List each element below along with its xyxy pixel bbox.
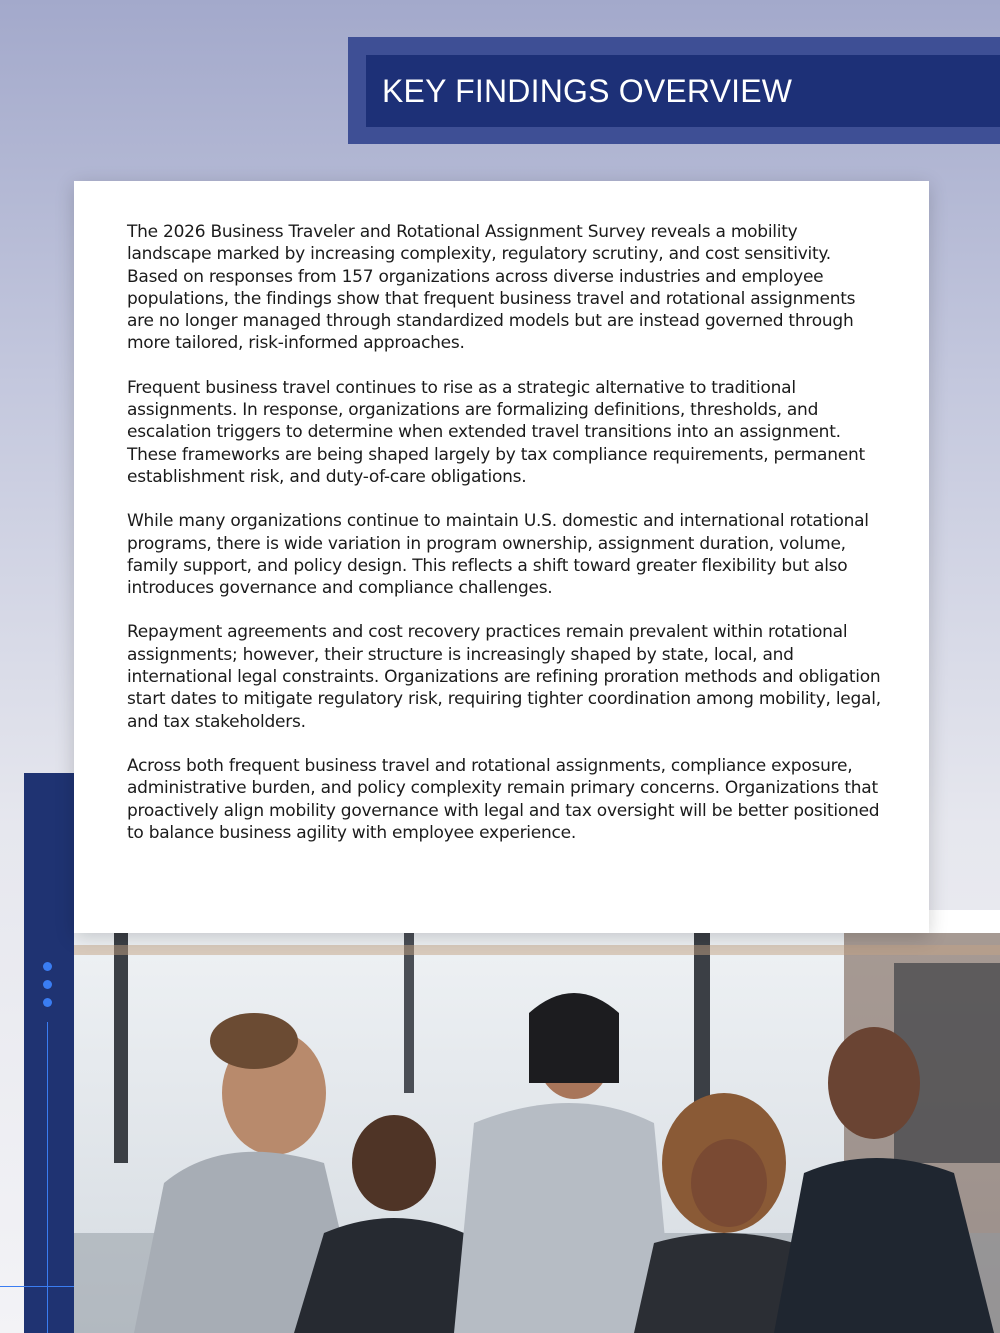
findings-paragraph-1: The 2026 Business Traveler and Rotational Assignment Survey reveals a mobility landscape marked by increasing complexity, regulatory scrutiny, and cost sensitivity. Based on responses from 157 organizations across diverse industries and employee populations, the findings show that frequent business travel and rotational assignments are no longer managed through standardized models but are instead governed through more tailored, risk-informed approaches. bbox=[127, 222, 856, 354]
findings-paragraph-3: While many organizations continue to maintain U.S. domestic and international rotational programs, there is wide variation in program ownership, assignment duration, volume, family support, and policy design. This reflects a shift toward greater flexibility but also introduces governance and compliance challenges. bbox=[127, 511, 869, 599]
team-meeting-photo bbox=[74, 933, 1000, 1333]
findings-paragraph-5: Across both frequent business travel and rotational assignments, compliance exposure, administrative burden, and policy complexity remain primary concerns. Organizations that proactively align mobility governance with legal and tax oversight will be better positioned to balance business agility with employee experience. bbox=[127, 755, 880, 843]
page-title: KEY FINDINGS OVERVIEW bbox=[382, 72, 793, 109]
dot-1 bbox=[43, 962, 52, 971]
findings-paragraph-4: Repayment agreements and cost recovery practices remain prevalent within rotational assignments; however, their structure is increasingly shaped by state, local, and international legal constraints. Organizations are refining proration methods and obligation start dates to mitigate regulatory risk, requiring tighter coordination among mobility, legal, and tax stakeholders. bbox=[127, 622, 881, 732]
title-banner bbox=[366, 55, 1000, 127]
photo-illustration bbox=[74, 933, 1000, 1333]
left-accent-stripe bbox=[24, 773, 74, 1333]
accent-horizontal-line bbox=[0, 1286, 74, 1287]
findings-paragraph-2: Frequent business travel continues to rise as a strategic alternative to traditional assignments. In response, organizations are formalizing definitions, thresholds, and escalation triggers to determine when extended travel transitions into an assignment. These frameworks are being shaped largely by tax compliance requirements, permanent establishment risk, and duty-of-care obligations. bbox=[127, 377, 865, 487]
dot-3 bbox=[43, 998, 52, 1007]
findings-card bbox=[74, 181, 929, 933]
dot-2 bbox=[43, 980, 52, 989]
